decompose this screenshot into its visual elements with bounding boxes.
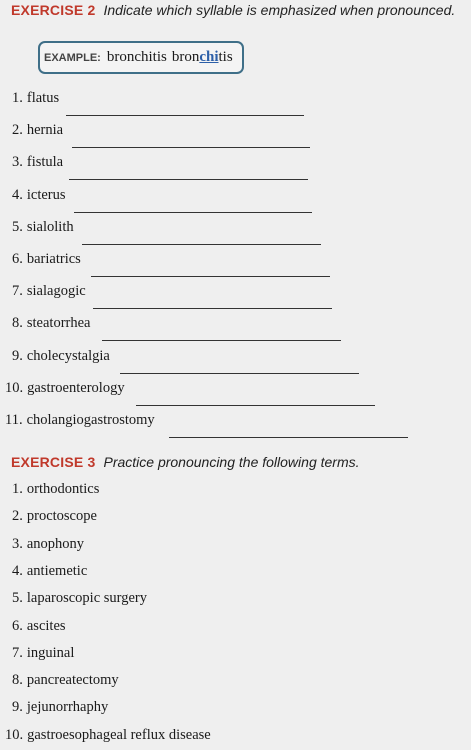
exercise-2-item [12, 348, 110, 365]
answer-line[interactable] [69, 179, 308, 180]
exercise-3-item [5, 727, 211, 744]
item-term: gastroesophageal reflux disease [27, 727, 211, 743]
answer-line[interactable] [91, 276, 330, 277]
item-term: antiemetic [26, 563, 88, 579]
exercise-3-item [12, 481, 99, 498]
exercise-2-item [12, 315, 90, 332]
item-term: cholecystalgia [26, 348, 110, 364]
exercise-3-item [12, 699, 108, 716]
item-number: 9. [12, 699, 23, 715]
item-number: 4. [12, 187, 23, 203]
exercise-2-item [12, 251, 81, 268]
exercise-3-number: EXERCISE 3 [11, 454, 96, 470]
item-number: 7. [12, 645, 23, 661]
item-number: 11. [5, 412, 23, 428]
exercise-3-item [12, 672, 119, 689]
answer-line[interactable] [66, 115, 304, 116]
item-number: 10. [5, 727, 24, 743]
exercise-3-item [12, 508, 97, 525]
item-term: gastroenterology [27, 380, 125, 396]
exercise-3-item [12, 645, 74, 662]
item-number: 1. [12, 481, 23, 497]
item-term: sialolith [26, 219, 74, 235]
exercise-3-item [12, 536, 84, 553]
exercise-2-item [12, 154, 63, 171]
answer-line[interactable] [72, 147, 310, 148]
item-number: 9. [12, 348, 23, 364]
example-answer-emphasis: chi [199, 49, 219, 65]
item-number: 7. [12, 283, 23, 299]
item-number: 4. [12, 563, 23, 579]
answer-line[interactable] [169, 437, 408, 438]
item-number: 2. [12, 122, 23, 138]
exercise-2-number: EXERCISE 2 [11, 2, 96, 18]
item-term: sialagogic [26, 283, 86, 299]
exercise-2-item [12, 187, 66, 204]
example-box [38, 41, 244, 74]
item-term: ascites [26, 618, 66, 634]
exercise-2-item [12, 90, 59, 107]
exercise-2-item [12, 219, 74, 236]
item-number: 6. [12, 251, 23, 267]
exercise-2-item [5, 380, 125, 397]
exercise-2-instruction: Indicate which syllable is emphasized when pronounced. [103, 2, 456, 18]
answer-line[interactable] [120, 373, 359, 374]
example-answer-after: tis [218, 49, 233, 65]
item-number: 5. [12, 590, 23, 606]
item-number: 8. [12, 315, 23, 331]
item-term: steatorrhea [26, 315, 91, 331]
exercise-2-item [5, 412, 155, 429]
item-term: cholangiogastrostomy [26, 412, 155, 428]
item-number: 3. [12, 536, 23, 552]
item-term: fistula [26, 154, 64, 170]
item-term: proctoscope [26, 508, 97, 524]
answer-line[interactable] [82, 244, 321, 245]
exercise-3-instruction: Practice pronouncing the following terms. [103, 454, 360, 470]
exercise-2-item [12, 283, 86, 300]
answer-line[interactable] [136, 405, 375, 406]
item-term: bariatrics [26, 251, 81, 267]
item-term: orthodontics [26, 481, 100, 497]
item-number: 8. [12, 672, 23, 688]
item-number: 1. [12, 90, 23, 106]
item-number: 5. [12, 219, 23, 235]
answer-line[interactable] [102, 340, 341, 341]
item-term: inguinal [26, 645, 75, 661]
exercise-3-item [12, 618, 66, 635]
example-answer-before: bron [171, 49, 200, 65]
exercise-3-item [12, 563, 87, 580]
item-number: 10. [5, 380, 24, 396]
item-term: anophony [26, 536, 85, 552]
exercise-2-item [12, 122, 63, 139]
exercise-2-header [11, 2, 455, 18]
item-number: 6. [12, 618, 23, 634]
example-word: bronchitis [106, 49, 167, 65]
item-term: laparoscopic surgery [26, 590, 147, 606]
example-label: EXAMPLE: [44, 51, 101, 64]
item-term: hernia [26, 122, 64, 138]
exercise-3-header [11, 454, 360, 470]
example-answer [172, 49, 233, 66]
exercise-3-item [12, 590, 147, 607]
answer-line[interactable] [74, 212, 312, 213]
item-number: 2. [12, 508, 23, 524]
answer-line[interactable] [93, 308, 332, 309]
item-number: 3. [12, 154, 23, 170]
item-term: icterus [26, 187, 66, 203]
item-term: jejunorrhaphy [26, 699, 109, 715]
item-term: pancreatectomy [26, 672, 119, 688]
item-term: flatus [26, 90, 60, 106]
